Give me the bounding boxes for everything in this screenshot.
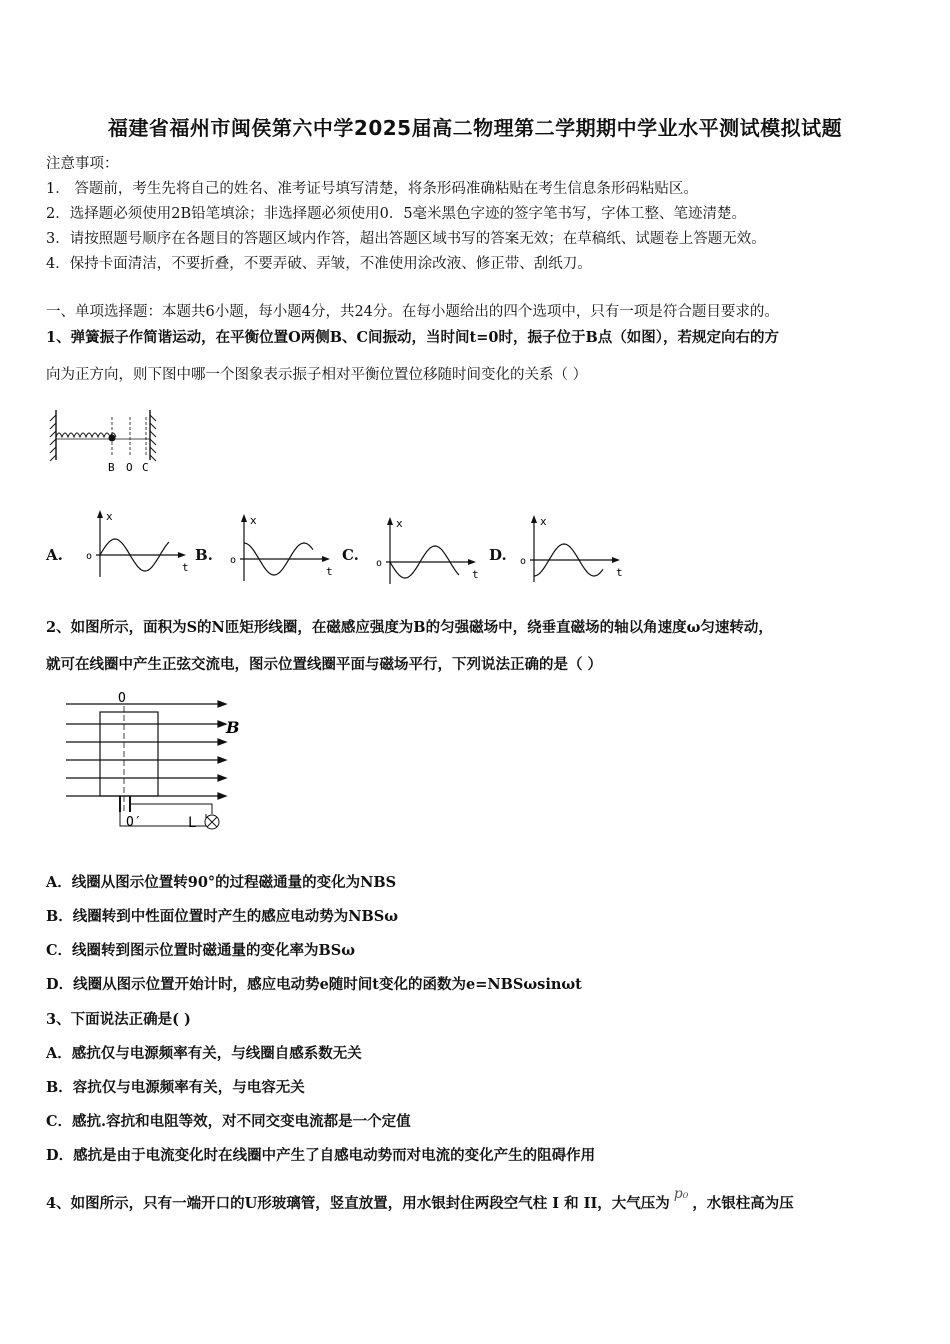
note-item: 4．保持卡面清洁，不要折叠，不要弄破、弄皱，不准使用涂改液、修正带、刮纸刀。 [46, 256, 592, 272]
t-axis-label: t [326, 565, 333, 578]
note-item: 1． 答题前，考生先将自己的姓名、准考证号填写清楚，将条形码准确粘贴在考生信息条形码粘贴区。 [46, 181, 698, 197]
t-axis-label: t [616, 566, 623, 579]
note-item: 3．请按照题号顺序在各题目的答题区域内作答，超出答题区域书写的答案无效；在草稿纸、试题卷上答题无效。 [46, 231, 766, 247]
q3-option-c: C．感抗.容抗和电阻等效，对不同交变电流都是一个定值 [46, 1113, 411, 1130]
x-axis-label: x [250, 514, 257, 527]
section-heading: 一、单项选择题：本题共6小题，每小题4分，共24分。在每小题给出的四个选项中，只有一项是符合题目要求的。 [46, 304, 779, 320]
option-b-label: B. [195, 546, 213, 564]
rotating-coil-figure [60, 686, 250, 836]
origin-label: o [86, 551, 93, 562]
q3-option-d: D．感抗是由于电流变化时在线圈中产生了自感电动势而对电流的变化产生的阻碍作用 [46, 1147, 596, 1164]
point-label-b: B [108, 461, 115, 474]
t-axis-label: t [182, 561, 189, 574]
q3-option-a: A．感抗仅与电源频率有关，与线圈自感系数无关 [46, 1045, 362, 1062]
axis-top-label: O [118, 691, 126, 706]
x-axis-arrow [531, 515, 537, 523]
option-b-graph [226, 514, 333, 589]
x-axis-arrow [97, 510, 103, 518]
point-label-c: C [142, 461, 149, 474]
note-item: 2．选择题必须使用2B铅笔填涂；非选择题必须使用0．5毫米黑色字迹的签字笔书写，字体工整、笔迹清楚。 [46, 206, 747, 222]
q2-option-b: B．线圈转到中性面位置时产生的感应电动势为NBSω [46, 908, 399, 925]
x-axis-label: x [396, 517, 403, 530]
q1-stem-line2: 向为正方向，则下图中哪一个图象表示振子相对平衡位置位移随时间变化的关系（ ） [46, 367, 588, 383]
option-d-graph [516, 515, 623, 590]
t-axis-arrow [468, 559, 476, 565]
q4-stem-part2: ，水银柱高为压 [692, 1195, 794, 1212]
x-axis-label: x [540, 515, 547, 528]
t-axis-arrow [178, 552, 186, 558]
notes-heading: 注意事项： [46, 156, 119, 172]
page-title: 福建省福州市闽侯第六中学2025届高二物理第二学期期中学业水平测试模拟试题 [107, 116, 843, 140]
q1-stem-line1: 1、弹簧振子作简谐运动，在平衡位置O两侧B、C间振动，当时间t=0时，振子位于B点（如图），若规定向右的方 [46, 329, 779, 346]
q4-stem-part1: 4、如图所示，只有一端开口的U形玻璃管，竖直放置，用水银封住两段空气柱 I 和 II，大气压为 [46, 1195, 670, 1212]
t-axis-arrow [612, 557, 620, 563]
x-axis-arrow [387, 517, 393, 525]
q2-stem-line1: 2、如图所示，面积为S的N匝矩形线圈，在磁感应强度为B的匀强磁场中，绕垂直磁场的轴以角速度ω匀速转动， [46, 619, 773, 636]
option-d-label: D. [489, 546, 507, 564]
origin-label: o [376, 558, 383, 569]
x-axis-arrow [241, 514, 247, 522]
q3-stem: 3、下面说法正确是( ) [46, 1011, 191, 1028]
origin-label: o [230, 555, 237, 566]
q2-option-a: A．线圈从图示位置转90°的过程磁通量的变化为NBS [46, 874, 397, 891]
q2-option-d: D．线圈从图示位置开始计时，感应电动势e随时间t变化的函数为e=NBSωsinωt [46, 976, 582, 993]
x-axis-label: x [106, 510, 113, 523]
option-c-graph [372, 517, 479, 592]
point-label-o: O [126, 461, 133, 474]
lamp-label: L [188, 815, 197, 831]
q2-stem-line2: 就可在线圈中产生正弦交流电，图示位置线圈平面与磁场平行，下列说法正确的是（ ） [46, 656, 603, 673]
option-a-graph [82, 510, 189, 585]
t-axis-arrow [322, 556, 330, 562]
q4-stem [46, 1186, 794, 1213]
option-c-label: C. [342, 546, 359, 564]
option-a-label: A. [46, 546, 63, 564]
q2-option-c: C．线圈转到图示位置时磁通量的变化率为BSω [46, 942, 356, 959]
p0-symbol: p₀ [673, 1186, 689, 1202]
axis-bottom-label: O′ [126, 815, 142, 830]
t-axis-label: t [472, 568, 479, 581]
field-b-label: B [226, 718, 240, 737]
origin-label: o [520, 556, 527, 567]
spring-oscillator-figure [46, 405, 176, 480]
q3-option-b: B．容抗仅与电源频率有关，与电容无关 [46, 1079, 305, 1096]
